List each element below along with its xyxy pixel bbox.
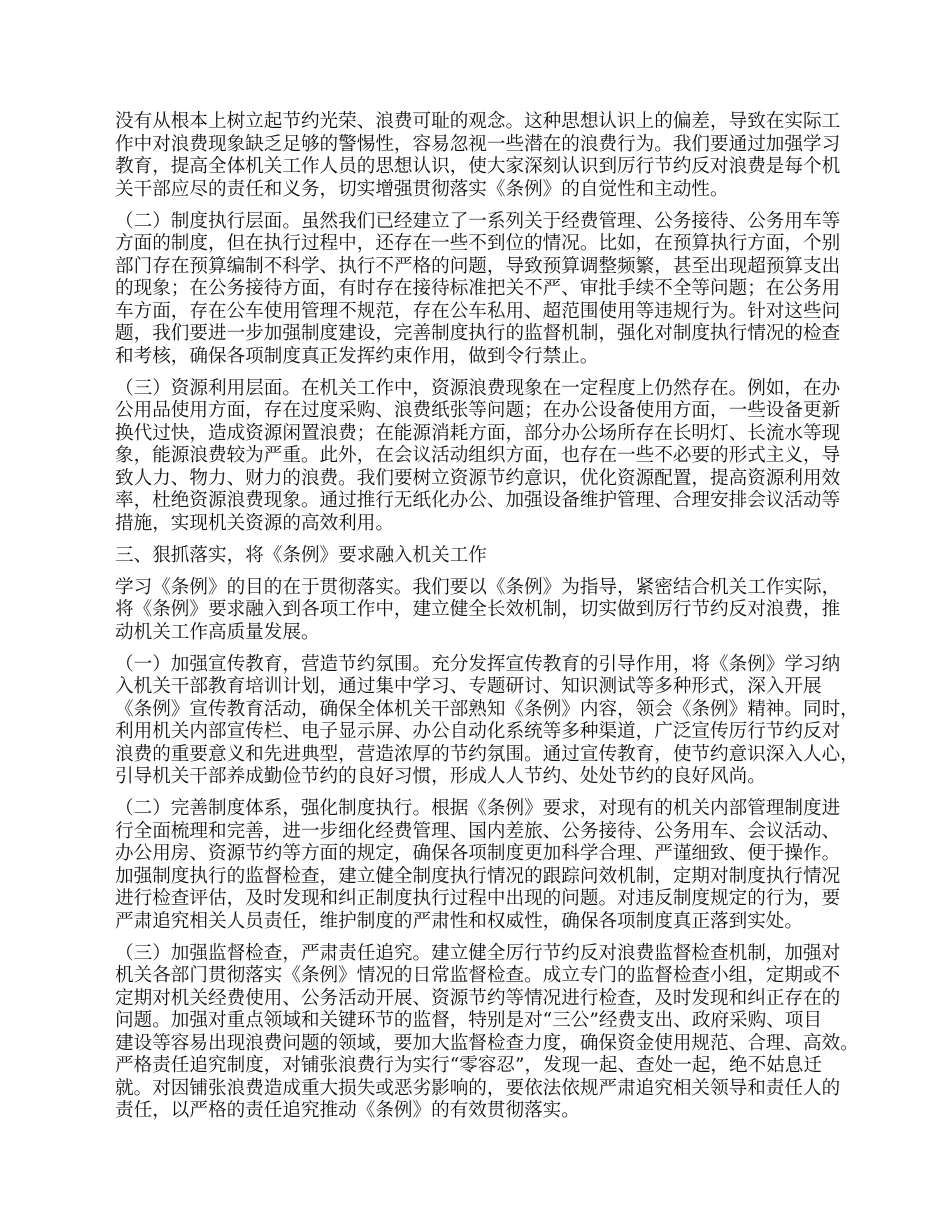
text-line: 责任，以严格的责任追究推动《条例》的有效贯彻落实。 — [115, 1100, 580, 1121]
paragraph — [115, 577, 855, 645]
section-heading — [115, 545, 855, 568]
text-line: 致人力、物力、财力的浪费。我们要树立资源节约意识，优化资源配置，提高资源利用效 — [115, 467, 841, 489]
text-line: 严肃追究相关人员责任，维护制度的严肃性和权威性，确保各项制度真正落到实处。 — [115, 910, 803, 932]
text-line: （三）资源利用层面。在机关工作中，资源浪费现象在一定程度上仍然存在。例如，在办 — [115, 377, 841, 399]
paragraph — [115, 942, 859, 1123]
paragraph — [115, 211, 855, 369]
text-line: 没有从根本上树立起节约光荣、浪费可耻的观念。这种思想认识上的偏差，导致在实际工 — [115, 111, 841, 132]
text-line: 公用品使用方面，存在过度采购、浪费纸张等问题；在办公设备使用方面，一些设备更新 — [115, 400, 841, 421]
text-line: 就。对因铺张浪费造成重大损失或恶劣影响的，要依法依规严肃追究相关领导和责任人的 — [115, 1077, 841, 1099]
text-line: 换代过快，造成资源闲置浪费；在能源消耗方面，部分办公场所存在长明灯、长流水等现 — [115, 422, 841, 444]
text-line: 进行检查评估，及时发现和纠正制度执行过程中出现的问题。对违反制度规定的行为，要 — [115, 888, 841, 909]
text-line: （三）加强监督检查，严肃责任追究。建立健全厉行节约反对浪费监督检查机制，加强对 — [115, 942, 841, 964]
document-page — [115, 111, 859, 1132]
text-line: （一）加强宣传教育，营造节约氛围。充分发挥宣传教育的引导作用，将《条例》学习纳 — [115, 653, 841, 675]
text-line: 三、狠抓落实，将《条例》要求融入机关工作 — [115, 544, 487, 566]
paragraph — [115, 378, 855, 536]
text-line: 动机关工作高质量发展。 — [115, 621, 320, 643]
text-line: 加强制度执行的监督检查，建立健全制度执行情况的跟踪问效机制，定期对制度执行情况 — [115, 865, 841, 887]
text-line: 将《条例》要求融入到各项工作中，建立健全长效机制，切实做到厉行节约反对浪费，推 — [115, 599, 841, 620]
paragraph — [115, 653, 859, 789]
text-line: 机关各部门贯彻落实《条例》情况的日常监督检查。成立专门的监督检查小组，定期或不 — [115, 965, 841, 986]
paragraph — [115, 798, 855, 933]
text-line: 部门存在预算编制不科学、执行不严格的问题，导致预算调整频繁，甚至出现超预算支出 — [115, 255, 841, 277]
text-line: 行全面梳理和完善，进一步细化经费管理、国内差旅、公务接待、公务用车、会议活动、 — [115, 820, 841, 842]
text-line: 关干部应尽的责任和义务，切实增强贯彻落实《条例》的自觉性和主动性。 — [115, 178, 729, 200]
text-line: 学习《条例》的目的在于贯彻落实。我们要以《条例》为指导，紧密结合机关工作实际， — [115, 576, 841, 598]
text-line: 利用机关内部宣传栏、电子显示屏、办公自动化系统等多种渠道，广泛宣传厉行节约反对 — [115, 721, 841, 742]
text-line: 方面的制度，但在执行过程中，还存在一些不到位的情况。比如，在预算执行方面，个别 — [115, 233, 841, 254]
text-line: 车方面，存在公车使用管理不规范，存在公车私用、超范围使用等违规行为。针对这些问 — [115, 300, 841, 322]
text-line: 问题。加强对重点领域和关键环节的监督，特别是对“三公”经费支出、政府采购、项目 — [115, 1010, 822, 1031]
text-line: （二）完善制度体系，强化制度执行。根据《条例》要求，对现有的机关内部管理制度进 — [115, 798, 841, 819]
text-line: 《条例》宣传教育活动，确保全体机关干部熟知《条例》内容，领会《条例》精神。同时， — [115, 698, 859, 720]
text-line: （二）制度执行层面。虽然我们已经建立了一系列关于经费管理、公务接待、公务用车等 — [115, 210, 841, 232]
paragraph — [115, 111, 855, 201]
text-line: 教育，提高全体机关工作人员的思想认识，使大家深刻认识到厉行节约反对浪费是每个机 — [115, 156, 841, 177]
text-line: 引导机关干部养成勤俭节约的良好习惯，形成人人节约、处处节约的良好风尚。 — [115, 766, 766, 787]
text-line: 和考核，确保各项制度真正发挥约束作用，做到令行禁止。 — [115, 345, 599, 367]
text-line: 率，杜绝资源浪费现象。通过推行无纸化办公、加强设备维护管理、合理安排会议活动等 — [115, 490, 841, 511]
text-line: 严格责任追究制度，对铺张浪费行为实行“零容忍”，发现一起、查处一起，绝不姑息迁 — [115, 1055, 822, 1076]
text-line: 题，我们要进一步加强制度建设，完善制度执行的监督机制，强化对制度执行情况的检查 — [115, 323, 841, 344]
text-line: 象，能源浪费较为严重。此外，在会议活动组织方面，也存在一些不必要的形式主义，导 — [115, 445, 841, 466]
text-line: 建设等容易出现浪费问题的领域，要加大监督检查力度，确保资金使用规范、合理、高效。 — [115, 1032, 859, 1054]
text-line: 作中对浪费现象缺乏足够的警惕性，容易忽视一些潜在的浪费行为。我们要通过加强学习 — [115, 133, 841, 155]
text-line: 入机关干部教育培训计划，通过集中学习、专题研讨、知识测试等多种形式，深入开展 — [115, 676, 822, 697]
text-line: 浪费的重要意义和先进典型，营造浓厚的节约氛围。通过宣传教育，使节约意识深入人心， — [115, 743, 859, 765]
text-line: 措施，实现机关资源的高效利用。 — [115, 512, 394, 534]
text-line: 的现象；在公务接待方面，有时存在接待标准把关不严、审批手续不全等问题；在公务用 — [115, 278, 841, 299]
text-line: 定期对机关经费使用、公务活动开展、资源节约等情况进行检查，及时发现和纠正存在的 — [115, 987, 841, 1009]
text-line: 办公用房、资源节约等方面的规定，确保各项制度更加科学合理、严谨细致、便于操作。 — [115, 843, 841, 864]
